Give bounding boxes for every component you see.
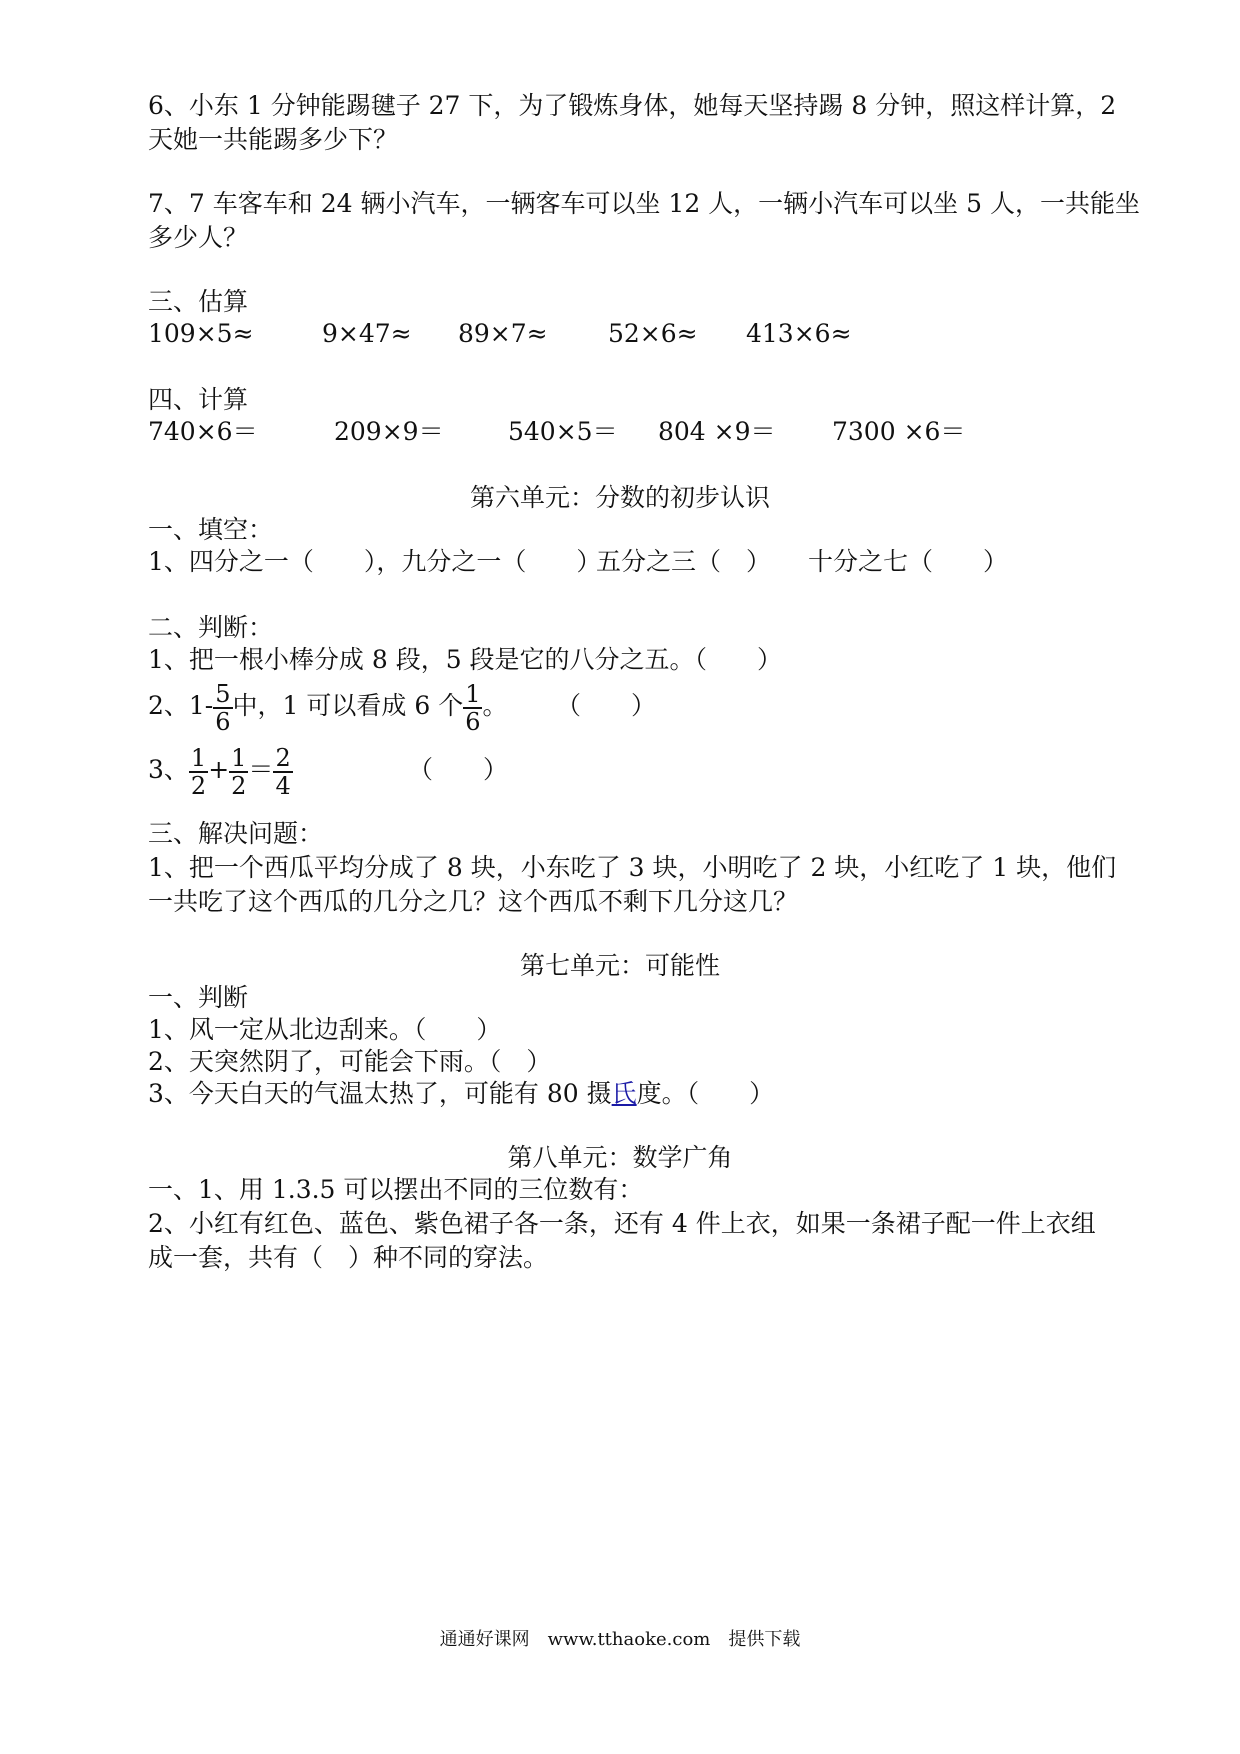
fraction-2-4 — [273, 745, 292, 799]
q3-answer-paren: （ ） — [408, 755, 509, 784]
fraction-numerator: 1 — [231, 743, 247, 772]
unit6-solve-q1-line1: 1、把一个西瓜平均分成了 8 块，小东吃了 3 块，小明吃了 2 块，小红吃了 1 块，他们 — [148, 853, 1117, 882]
unit6-judge-title: 二、判断： — [148, 613, 274, 642]
estimate-item: 52×6≈ — [608, 319, 698, 348]
calc-title: 四、计算 — [148, 385, 249, 414]
unit6-judge-q1: 1、把一根小棒分成 8 段，5 段是它的八分之五。（ ） — [148, 645, 783, 674]
fraction-numerator: 1 — [465, 679, 481, 708]
q3-prefix: 3、 — [148, 755, 189, 784]
estimate-item: 413×6≈ — [746, 319, 852, 348]
estimate-item: 9×47≈ — [322, 319, 412, 348]
calc-item: 209×9＝ — [334, 417, 444, 446]
unit6-fill-q1-part: 1、四分之一（ ），九分之一（ ） — [148, 547, 602, 576]
fraction-denominator: 6 — [215, 707, 231, 736]
q3-link[interactable]: 氏 — [611, 1079, 637, 1108]
unit8-heading: 第八单元：数学广角 — [507, 1143, 733, 1172]
unit5-q7-line1: 7、7 车客车和 24 辆小汽车，一辆客车可以坐 12 人，一辆小汽车可以坐 5 人，一共能坐 — [148, 189, 1140, 218]
calc-item: 540×5＝ — [508, 417, 618, 446]
fraction-1-2 — [229, 745, 248, 799]
unit6-judge-q2 — [148, 676, 508, 736]
fraction-denominator: 6 — [465, 707, 481, 736]
unit5-q6-line1: 6、小东 1 分钟能踢毽子 27 下，为了锻炼身体，她每天坚持踢 8 分钟，照这样计算，2 — [148, 91, 1117, 120]
fraction-numerator: 2 — [275, 743, 291, 772]
fraction-denominator: 2 — [231, 771, 247, 800]
unit8-q2-line1: 2、小红有红色、蓝色、紫色裙子各一条，还有 4 件上衣，如果一条裙子配一件上衣组 — [148, 1209, 1096, 1238]
calc-item: 7300 ×6＝ — [832, 417, 966, 446]
q2-answer-paren: （ ） — [556, 691, 657, 720]
unit6-fill-q1-part: 五分之三（ ） — [596, 547, 772, 576]
unit7-q1: 1、风一定从北边刮来。（ ） — [148, 1015, 502, 1044]
fraction-denominator: 4 — [275, 771, 291, 800]
unit7-q2: 2、天突然阴了，可能会下雨。（ ） — [148, 1047, 552, 1076]
estimate-item: 89×7≈ — [458, 319, 548, 348]
unit6-solve-q1-line2: 一共吃了这个西瓜的几分之几？这个西瓜不剩下几分这几？ — [148, 887, 799, 916]
fraction-numerator: 1 — [190, 743, 207, 772]
page-footer: 通通好课网 www.tthaoke.com 提供下载 — [439, 1629, 801, 1650]
q2-prefix: 2、1- — [148, 691, 214, 720]
fraction-1-2 — [189, 745, 208, 799]
unit7-heading: 第七单元：可能性 — [519, 951, 720, 980]
unit6-fill-q1-part: 十分之七（ ） — [808, 547, 1009, 576]
unit5-q6-line2: 天她一共能踢多少下？ — [148, 125, 399, 154]
estimate-item: 109×5≈ — [148, 319, 254, 348]
unit7-judge-title: 一、判断 — [148, 983, 249, 1012]
unit8-q1: 一、1、用 1.3.5 可以摆出不同的三位数有： — [148, 1175, 644, 1204]
unit6-solve-title: 三、解决问题： — [148, 819, 324, 848]
q2-suffix: 。 — [482, 691, 508, 720]
estimate-title: 三、估算 — [148, 287, 249, 316]
fraction-denominator: 2 — [190, 771, 207, 800]
plus-sign: + — [208, 755, 230, 784]
unit7-q3 — [148, 1078, 774, 1110]
calc-item: 740×6＝ — [148, 417, 258, 446]
unit6-fill-title: 一、填空： — [148, 515, 274, 544]
calc-item: 804 ×9＝ — [658, 417, 776, 446]
unit8-q2-line2: 成一套，共有（ ）种不同的穿法。 — [148, 1243, 549, 1272]
fraction-numerator: 5 — [215, 679, 231, 708]
fraction-5-6 — [213, 681, 232, 735]
q3-text-after: 度。（ ） — [636, 1079, 775, 1108]
unit6-judge-q3 — [148, 740, 293, 800]
equals-sign: ＝ — [248, 755, 274, 784]
unit6-heading: 第六单元：分数的初步认识 — [469, 483, 770, 512]
unit5-q7-line2: 多少人？ — [148, 223, 249, 252]
q3-text-before: 3、今天白天的气温太热了，可能有 80 摄 — [148, 1079, 612, 1108]
q2-middle: 中，1 可以看成 6 个 — [232, 691, 464, 720]
fraction-1-6 — [463, 681, 482, 735]
